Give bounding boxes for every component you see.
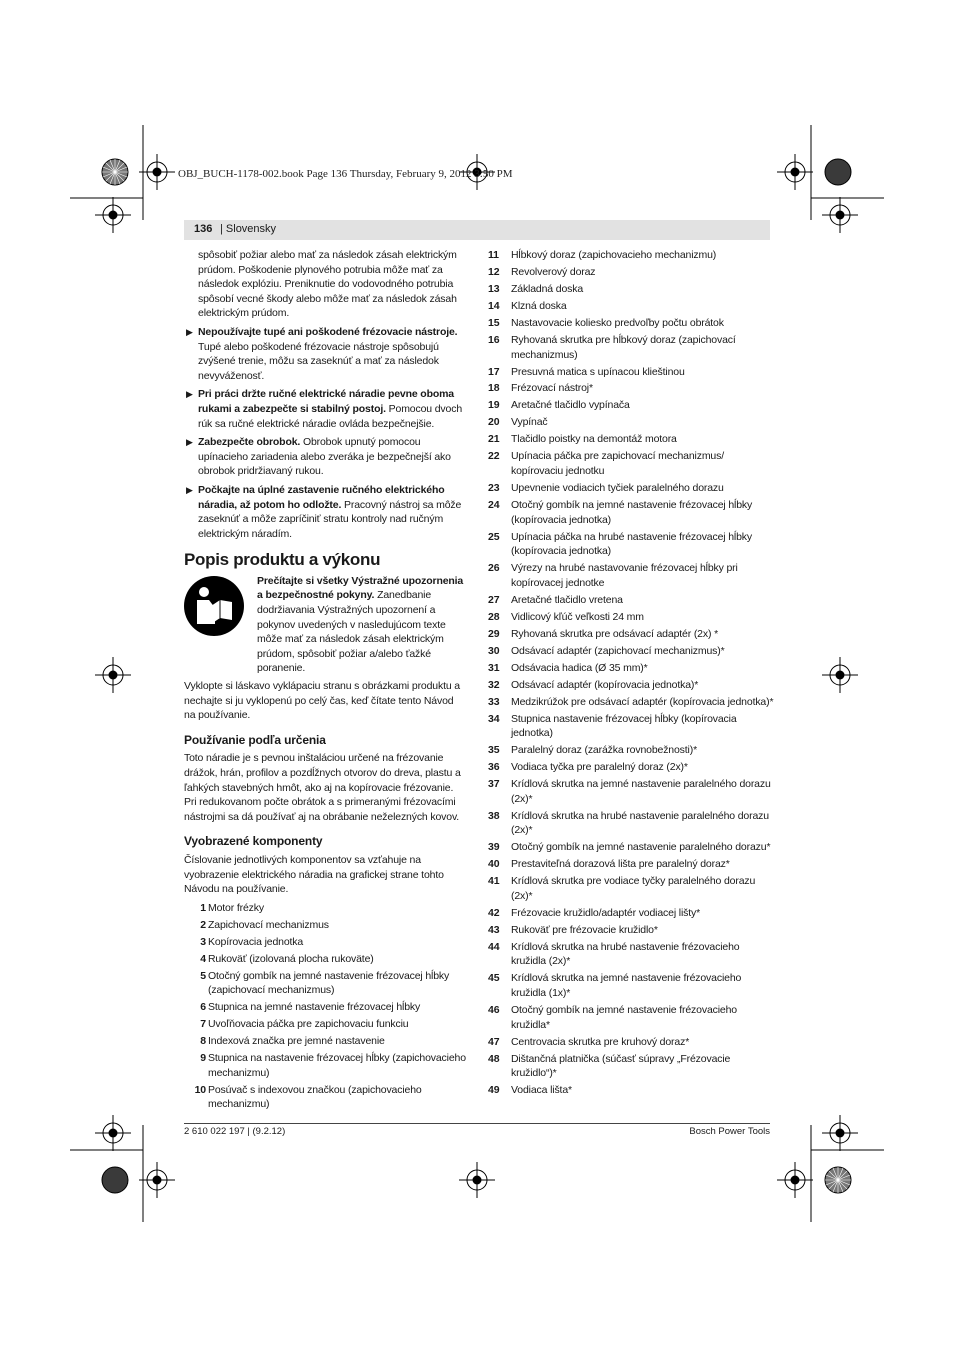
components-heading: Vyobrazené komponenty bbox=[184, 834, 323, 849]
component-number: 19 bbox=[488, 399, 500, 412]
component-label: Posúvač s indexovou značkou (zapichovacieho mechanizmu) bbox=[208, 1083, 422, 1111]
warning-rest: Zanedbanie dodržiavania Výstražných upozornení a pokynov uvedených v nasledujúcom texte môže mať za následok zásah elektrickým prúdom, spôsobiť požiar a/alebo ťažké poranenie. bbox=[257, 589, 446, 675]
bullet-triangle-icon: ▶ bbox=[186, 484, 193, 495]
right-column bbox=[488, 248, 774, 1100]
component-number: 11 bbox=[488, 249, 499, 261]
left-column bbox=[184, 248, 466, 1114]
component-label: Otočný gombík na jemné nastavenie frézovacej hĺbky (kopírovacia jednotka) bbox=[511, 498, 753, 526]
component-number: 4 bbox=[200, 952, 206, 965]
component-label: Krídlová skrutka na jemné nastavenie paralelného dorazu (2x)* bbox=[511, 778, 771, 805]
component-item bbox=[488, 809, 774, 838]
component-item bbox=[488, 644, 774, 659]
component-label: Aretačné tlačidlo vretena bbox=[511, 593, 623, 606]
footer-doc-number: 2 610 022 197 | (9.2.12) bbox=[184, 1126, 286, 1137]
component-label: Frézovacie kružidlo/adaptér vodiacej lišty* bbox=[511, 906, 701, 919]
page-number: 136 bbox=[194, 223, 213, 235]
component-item bbox=[488, 282, 774, 297]
print-info-line: OBJ_BUCH-1178-002.book Page 136 Thursday, February 9, 2012 3:50 PM bbox=[178, 168, 513, 180]
component-item bbox=[488, 695, 774, 710]
component-item bbox=[488, 265, 774, 280]
component-number: 16 bbox=[488, 333, 500, 346]
component-item bbox=[488, 415, 774, 430]
component-item bbox=[488, 449, 774, 478]
warning-bold: Prečítajte si všetky Výstražné upozornenia a bezpečnostné pokyny. bbox=[257, 574, 464, 602]
component-item bbox=[488, 432, 774, 447]
component-label: Krídlová skrutka na jemné nastavenie frézovacieho kružidla (1x)* bbox=[511, 972, 742, 999]
bullet-bold: Nepoužívajte tupé ani poškodené frézovacie nástroje. bbox=[198, 325, 458, 338]
component-label: Rukoväť (izolovaná plocha rukoväte) bbox=[208, 952, 374, 965]
component-number: 46 bbox=[488, 1003, 500, 1016]
component-item bbox=[488, 365, 774, 380]
footer-brand: Bosch Power Tools bbox=[689, 1126, 770, 1137]
component-number: 13 bbox=[488, 282, 500, 295]
component-item bbox=[184, 952, 466, 967]
component-item bbox=[488, 481, 774, 496]
component-number: 5 bbox=[200, 969, 206, 982]
component-number: 34 bbox=[488, 712, 500, 725]
component-item bbox=[488, 874, 774, 903]
component-label: Presuvná matica s upínacou klieštinou bbox=[511, 365, 685, 378]
component-item bbox=[488, 840, 774, 855]
component-label: Rukoväť pre frézovacie kružidlo* bbox=[511, 923, 658, 936]
component-label: Stupnica na jemné nastavenie frézovacej hĺbky bbox=[208, 1001, 421, 1014]
component-label: Prestaviteľná dorazová lišta pre paralelný doraz* bbox=[511, 858, 730, 871]
component-item bbox=[184, 918, 466, 933]
component-item bbox=[184, 969, 466, 998]
component-label: Tlačidlo poistky na demontáž motora bbox=[511, 433, 677, 446]
component-label: Dištančná platnička (súčasť súpravy „Frézovacie kružidlo“)* bbox=[511, 1052, 731, 1080]
usage-heading: Používanie podľa určenia bbox=[184, 732, 326, 747]
footer-rule bbox=[184, 1123, 770, 1124]
component-label: Centrovacia skrutka pre kruhový doraz* bbox=[511, 1035, 690, 1048]
component-number: 30 bbox=[488, 644, 500, 657]
bullet-text: Pomocou dvoch rúk sa ručné elektrické náradie ovláda bezpečnejšie. bbox=[198, 402, 463, 430]
component-number: 21 bbox=[488, 433, 500, 446]
component-item bbox=[184, 901, 466, 916]
component-item bbox=[488, 1052, 774, 1081]
component-number: 33 bbox=[488, 695, 500, 708]
component-label: Odsávací adaptér (zapichovací mechanizmus)* bbox=[511, 644, 725, 657]
component-number: 38 bbox=[488, 809, 500, 822]
component-label: Upevnenie vodiacich tyčiek paralelného dorazu bbox=[511, 482, 724, 494]
read-manual-warning bbox=[184, 574, 466, 676]
component-number: 40 bbox=[488, 858, 500, 871]
components-intro: Číslovanie jednotlivých komponentov sa vzťahuje na vyobrazenie elektrického náradia na grafickej strane tohto Návodu na používanie. bbox=[184, 853, 444, 896]
component-item bbox=[488, 248, 774, 263]
bullet-bold: Pri práci držte ručné elektrické náradie pevne oboma rukami a zabezpečte si stabilný postoj. bbox=[198, 388, 454, 415]
component-number: 25 bbox=[488, 530, 500, 543]
intro-paragraph: spôsobiť požiar alebo mať za následok zásah elektrickým prúdom. Poškodenie plynového potrubia môže mať za následok explóziu. Preniknutie do vodovodného potrubia spôsobí vecné škody alebo môže mať za následok zásah elektrickým prúdom. bbox=[198, 249, 457, 320]
component-label: Otočný gombík na jemné nastavenie frézovacieho kružidla* bbox=[511, 1003, 737, 1031]
component-number: 27 bbox=[488, 593, 500, 606]
component-number: 44 bbox=[488, 940, 500, 953]
component-item bbox=[488, 712, 774, 741]
component-number: 24 bbox=[488, 498, 500, 511]
component-number: 18 bbox=[488, 382, 500, 395]
component-number: 37 bbox=[488, 778, 500, 791]
component-label: Paralelný doraz (zarážka rovnobežnosti)* bbox=[511, 744, 698, 757]
section-name: | Slovensky bbox=[220, 223, 277, 235]
component-item bbox=[488, 398, 774, 413]
component-number: 43 bbox=[488, 923, 500, 936]
component-label: Aretačné tlačidlo vypínača bbox=[511, 399, 630, 412]
component-label: Hĺbkový doraz (zapichovacieho mechanizmu) bbox=[511, 249, 717, 261]
component-item bbox=[488, 940, 774, 969]
component-number: 10 bbox=[194, 1083, 206, 1096]
component-item bbox=[488, 760, 774, 775]
component-label: Krídlová skrutka na hrubé nastavenie frézovacieho kružidla (2x)* bbox=[511, 940, 740, 968]
component-item bbox=[184, 1000, 466, 1015]
component-list-left bbox=[184, 901, 466, 1112]
warning-text bbox=[257, 574, 466, 676]
component-item bbox=[488, 906, 774, 921]
component-label: Revolverový doraz bbox=[511, 265, 596, 278]
safety-bullet bbox=[184, 483, 466, 541]
component-item bbox=[488, 857, 774, 872]
bullet-text: Tupé alebo poškodené frézovacie nástroje spôsobujú zvýšené trenie, môžu sa zaseknúť a mať za následok nevyváženosť. bbox=[198, 340, 439, 382]
component-label: Výrezy na hrubé nastavovanie frézovacej hĺbky pri kopírovacej jednotke bbox=[511, 562, 738, 589]
component-label: Odsávací adaptér (kopírovacia jednotka)* bbox=[511, 678, 699, 691]
component-label: Vodiaca lišta* bbox=[511, 1084, 572, 1097]
component-label: Motor frézky bbox=[208, 901, 264, 914]
component-item bbox=[488, 333, 774, 362]
bullet-bold: Počkajte na úplné zastavenie ručného elektrického náradia, až potom ho odložte. bbox=[198, 483, 445, 511]
component-number: 15 bbox=[488, 316, 500, 329]
safety-bullet bbox=[184, 435, 466, 479]
component-label: Medzikrúžok pre odsávací adaptér (kopírovacia jednotka)* bbox=[511, 695, 774, 708]
bullet-triangle-icon: ▶ bbox=[186, 326, 193, 337]
component-number: 22 bbox=[488, 450, 500, 463]
component-item bbox=[488, 593, 774, 608]
component-label: Frézovací nástroj* bbox=[511, 382, 593, 395]
component-label: Stupnica na nastavenie frézovacej hĺbky (zapichovacieho mechanizmu) bbox=[208, 1052, 466, 1079]
component-label: Kopírovacia jednotka bbox=[208, 935, 304, 948]
component-label: Vidlicový kľúč veľkosti 24 mm bbox=[511, 610, 644, 623]
component-number: 29 bbox=[488, 627, 500, 640]
component-item bbox=[488, 678, 774, 693]
component-number: 14 bbox=[488, 299, 500, 312]
component-item bbox=[184, 1034, 466, 1049]
component-number: 28 bbox=[488, 610, 500, 623]
component-label: Ryhovaná skrutka pre hĺbkový doraz (zapichovací mechanizmus) bbox=[511, 333, 736, 361]
component-item bbox=[488, 610, 774, 625]
component-label: Otočný gombík na jemné nastavenie paralelného dorazu* bbox=[511, 841, 771, 854]
component-number: 42 bbox=[488, 906, 500, 919]
bullet-bold: Zabezpečte obrobok. bbox=[198, 436, 301, 449]
component-item bbox=[488, 498, 774, 527]
component-number: 1 bbox=[200, 901, 206, 914]
component-number: 39 bbox=[488, 841, 500, 854]
component-number: 17 bbox=[488, 365, 500, 378]
read-manual-icon bbox=[184, 576, 244, 636]
component-label: Upínacia páčka na hrubé nastavenie frézovacej hĺbky (kopírovacia jednotka) bbox=[511, 530, 753, 558]
component-label: Vypínač bbox=[511, 416, 548, 429]
component-item bbox=[488, 971, 774, 1000]
component-list-right bbox=[488, 248, 774, 1098]
component-number: 45 bbox=[488, 972, 500, 985]
component-number: 2 bbox=[200, 918, 206, 931]
component-label: Vodiaca tyčka pre paralelný doraz (2x)* bbox=[511, 761, 688, 774]
component-number: 48 bbox=[488, 1052, 500, 1065]
component-number: 9 bbox=[200, 1052, 206, 1065]
component-item bbox=[488, 1035, 774, 1050]
component-number: 6 bbox=[200, 1001, 206, 1014]
page-header bbox=[184, 220, 770, 240]
component-label: Základná doska bbox=[511, 282, 584, 295]
component-item bbox=[488, 627, 774, 642]
component-number: 23 bbox=[488, 482, 500, 494]
component-item bbox=[488, 923, 774, 938]
component-item bbox=[488, 1083, 774, 1098]
component-number: 41 bbox=[488, 875, 500, 888]
component-item bbox=[488, 661, 774, 676]
bullet-triangle-icon: ▶ bbox=[186, 437, 193, 448]
component-label: Uvoľňovacia páčka pre zapichovaciu funkciu bbox=[208, 1018, 409, 1031]
component-number: 35 bbox=[488, 744, 500, 757]
bullet-text: Pracovný nástroj sa môže zaseknúť a môže zapríčiniť stratu kontroly nad ručným elektrickým náradím. bbox=[198, 498, 462, 540]
component-item bbox=[184, 1017, 466, 1032]
safety-bullet bbox=[184, 387, 466, 431]
component-number: 47 bbox=[488, 1035, 500, 1048]
component-item bbox=[488, 381, 774, 396]
safety-bullet bbox=[184, 325, 466, 383]
component-item bbox=[488, 530, 774, 559]
component-label: Nastavovacie koliesko predvoľby počtu obrátok bbox=[511, 316, 724, 329]
component-label: Otočný gombík na jemné nastavenie frézovacej hĺbky (zapichovací mechanizmus) bbox=[208, 969, 450, 997]
component-item bbox=[184, 1083, 466, 1112]
component-number: 8 bbox=[200, 1035, 206, 1048]
component-label: Ryhovaná skrutka pre odsávací adaptér (2x) * bbox=[511, 627, 719, 640]
bullet-text: Obrobok upnutý pomocou upínacieho zariadenia alebo zveráka je bezpečnejší ako obrobok pridržiavaný rukou. bbox=[198, 436, 451, 478]
fold-note: Vyklopte si láskavo vyklápaciu stranu s obrázkami produktu a nechajte si ju vyklopenú po celý čas, keď čítate tento Návod na používanie. bbox=[184, 680, 460, 722]
bullet-triangle-icon: ▶ bbox=[186, 389, 193, 400]
component-label: Stupnica nastavenie frézovacej hĺbky (kopírovacia jednotka) bbox=[511, 712, 737, 740]
usage-text: Toto náradie je s pevnou inštaláciou určené na frézovanie drážok, hrán, profilov a pozdĺžnych otvorov do dreva, plastu a ľahkých stavebných hmôt, ako aj na kopírovacie frézovanie. Pri redukovanom počte obrátok a s primeranými frézovacími nástrojmi sa dá používať aj na obrábanie neželezných kovov. bbox=[184, 752, 461, 823]
component-label: Zapichovací mechanizmus bbox=[208, 918, 329, 931]
component-item bbox=[488, 561, 774, 590]
component-number: 20 bbox=[488, 416, 500, 429]
component-item bbox=[488, 1003, 774, 1032]
component-number: 36 bbox=[488, 761, 500, 774]
component-label: Upínacia páčka pre zapichovací mechanizmus/ kopírovaciu jednotku bbox=[511, 450, 724, 478]
component-number: 3 bbox=[200, 935, 206, 948]
component-item bbox=[488, 316, 774, 331]
component-number: 26 bbox=[488, 562, 500, 575]
component-item bbox=[488, 777, 774, 806]
component-label: Krídlová skrutka pre vodiace tyčky paralelného dorazu (2x)* bbox=[511, 875, 756, 902]
component-item bbox=[184, 935, 466, 950]
section-title: Popis produktu a výkonu bbox=[184, 550, 381, 570]
component-number: 7 bbox=[200, 1018, 206, 1031]
component-number: 32 bbox=[488, 678, 500, 691]
component-number: 31 bbox=[488, 661, 500, 674]
component-item bbox=[488, 743, 774, 758]
component-label: Indexová značka pre jemné nastavenie bbox=[208, 1035, 385, 1048]
component-number: 49 bbox=[488, 1084, 500, 1097]
component-number: 12 bbox=[488, 265, 500, 278]
component-label: Odsávacia hadica (Ø 35 mm)* bbox=[511, 661, 648, 674]
component-label: Klzná doska bbox=[511, 299, 567, 312]
component-label: Krídlová skrutka na hrubé nastavenie paralelného dorazu (2x)* bbox=[511, 809, 769, 837]
component-item bbox=[184, 1051, 466, 1080]
component-item bbox=[488, 299, 774, 314]
